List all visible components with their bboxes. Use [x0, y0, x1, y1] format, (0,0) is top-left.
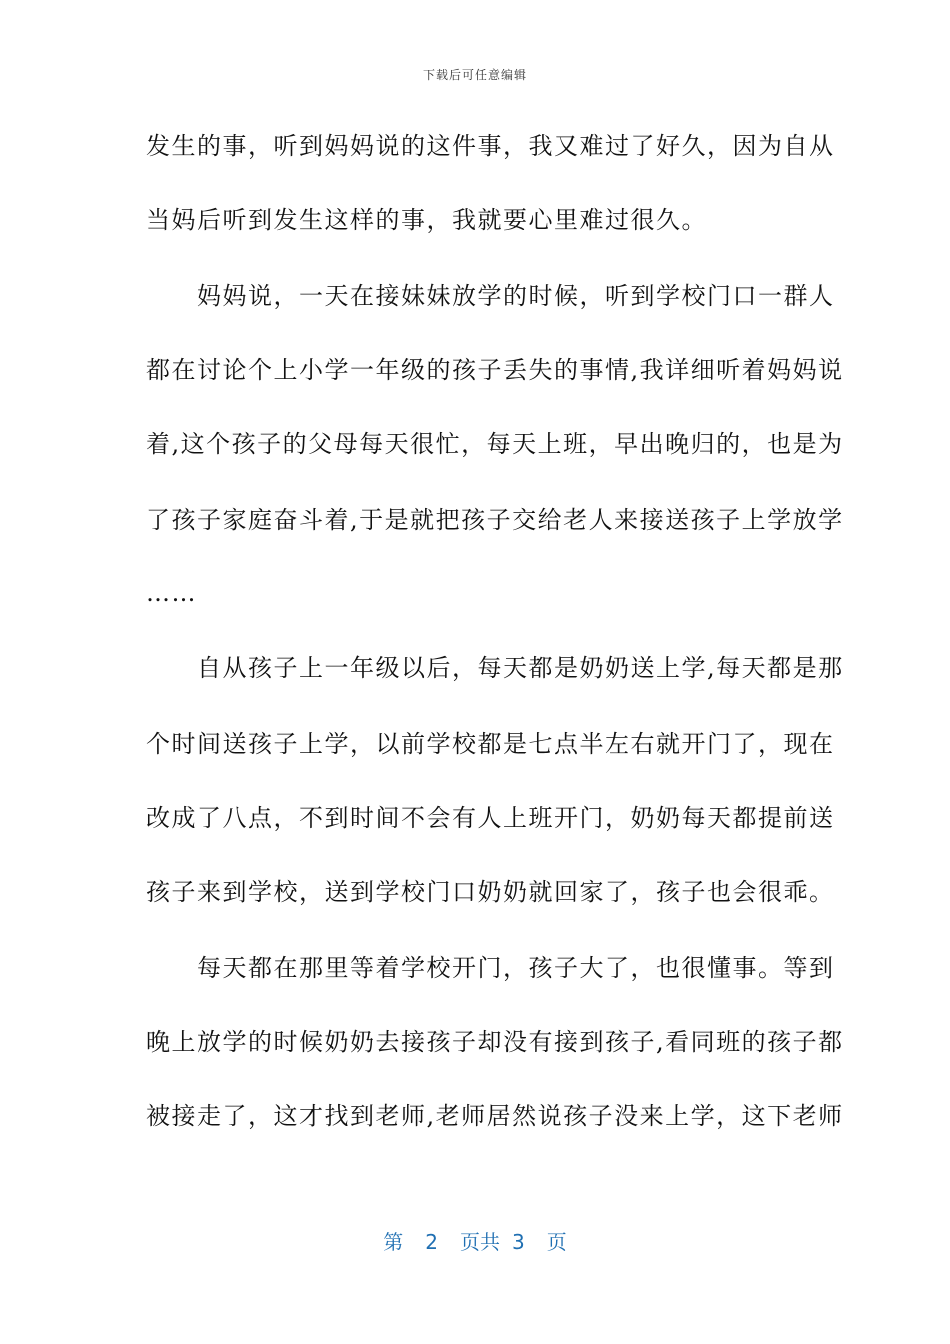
- text-line: 孩子来到学校，送到学校门口奶奶就回家了，孩子也会很乖。: [146, 878, 835, 906]
- text-line: 晚上放学的时候奶奶去接孩子却没有接到孩子,看同班的孩子都: [146, 1028, 844, 1056]
- text-line: ……: [146, 579, 197, 607]
- text-line: 着,这个孩子的父母每天很忙，每天上班，早出晚归的，也是为: [146, 430, 844, 458]
- footer-prefix: 第: [383, 1230, 404, 1254]
- page-footer: [0, 1226, 950, 1255]
- text-line: 发生的事，听到妈妈说的这件事，我又难过了好久，因为自从: [146, 132, 835, 160]
- text-line: 每天都在那里等着学校开门，孩子大了，也很懂事。等到: [146, 954, 835, 982]
- text-line: 改成了八点，不到时间不会有人上班开门，奶奶每天都提前送: [146, 804, 835, 832]
- text-line: 都在讨论个上小学一年级的孩子丢失的事情,我详细听着妈妈说: [146, 356, 844, 384]
- footer-suffix: 页: [546, 1230, 567, 1254]
- text-line: 了孩子家庭奋斗着,于是就把孩子交给老人来接送孩子上学放学: [146, 506, 844, 534]
- footer-current-page: 2: [425, 1230, 438, 1254]
- text-line: 当妈后听到发生这样的事，我就要心里难过很久。: [146, 206, 707, 234]
- text-line: 妈妈说，一天在接妹妹放学的时候，听到学校门口一群人: [146, 282, 835, 310]
- text-line: 个时间送孩子上学，以前学校都是七点半左右就开门了，现在: [146, 730, 835, 758]
- text-line: 被接走了，这才找到老师,老师居然说孩子没来上学，这下老师: [146, 1102, 844, 1130]
- text-line: 自从孩子上一年级以后，每天都是奶奶送上学,每天都是那: [146, 654, 844, 682]
- footer-total-pages: 3: [512, 1230, 525, 1254]
- footer-middle: 页共: [460, 1230, 500, 1254]
- page-header: 下载后可任意编辑: [422, 68, 527, 82]
